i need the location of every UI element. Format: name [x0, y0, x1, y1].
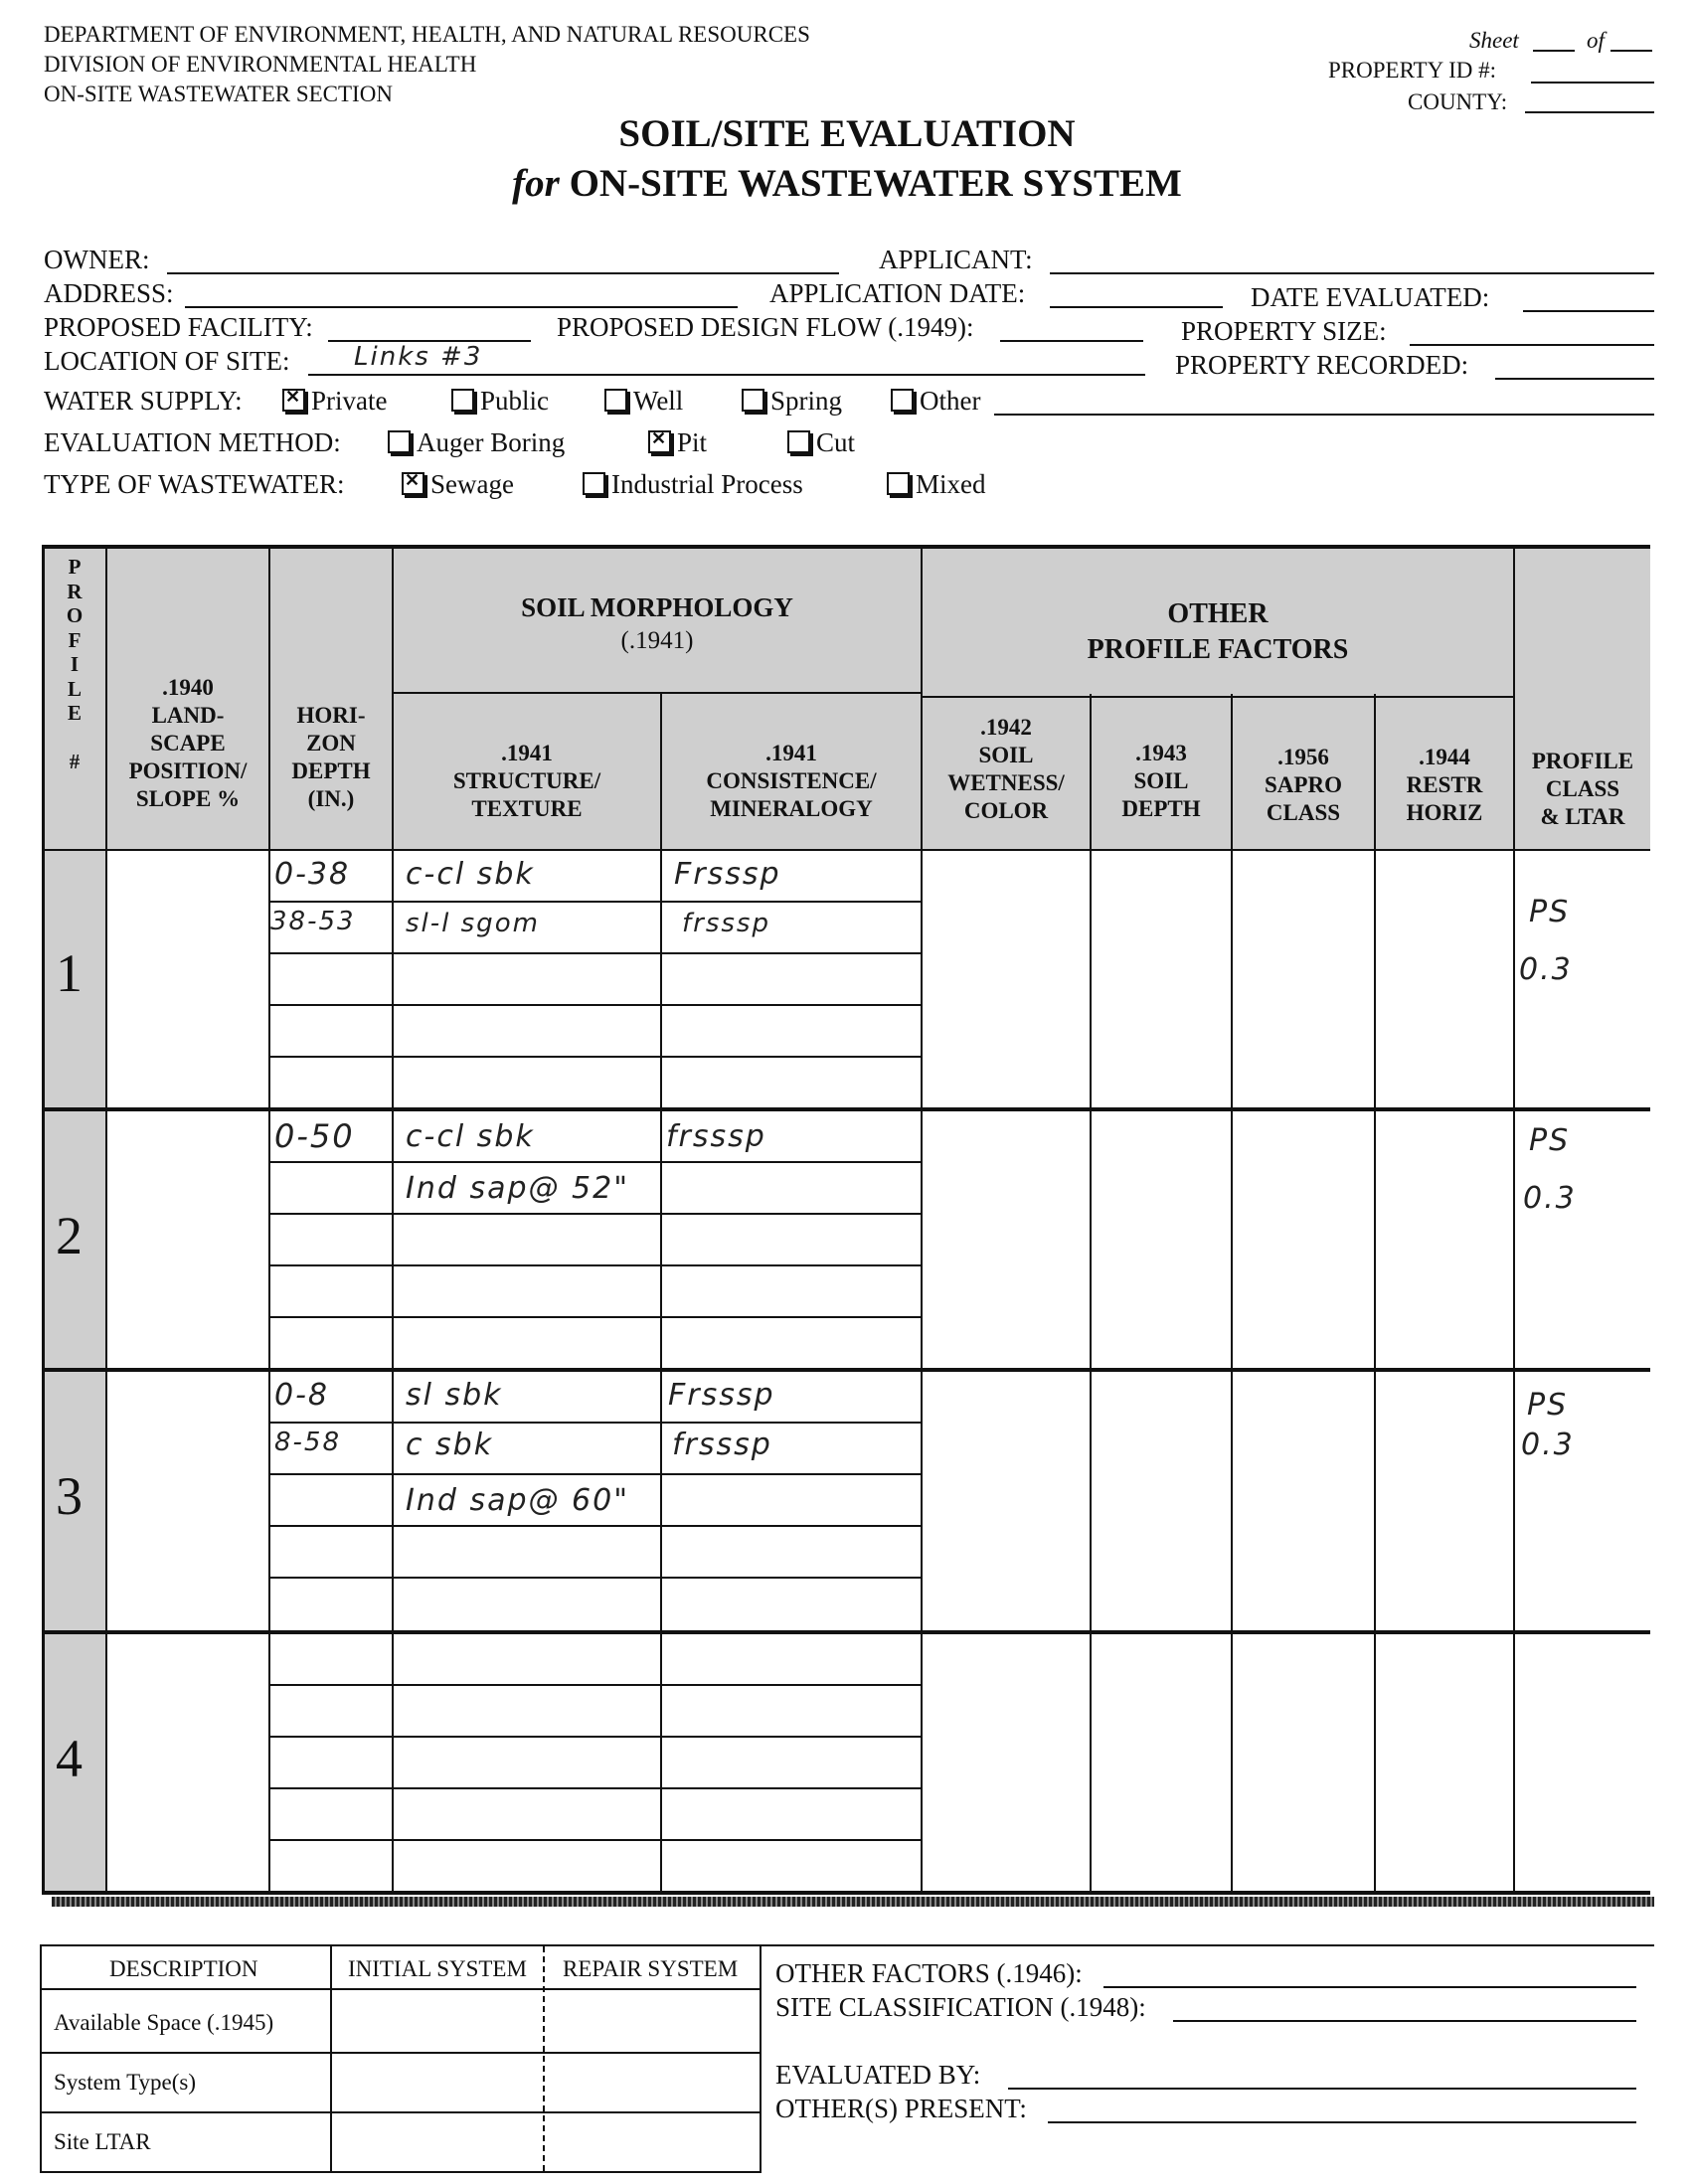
table-left-border	[42, 545, 45, 1895]
department-name: DEPARTMENT OF ENVIRONMENT, HEALTH, AND NATURAL RESOURCES	[44, 22, 810, 47]
date-evaluated-field[interactable]	[1523, 310, 1654, 312]
soil-morphology-header: SOIL MORPHOLOGY (.1941)	[521, 592, 793, 654]
system-types-label: System Type(s)	[54, 2070, 196, 2095]
other-factors-field[interactable]	[1103, 1986, 1636, 1988]
p2-r1-structure: c-cl sbk	[406, 1119, 535, 1154]
evaluated-by-field[interactable]	[1008, 2088, 1636, 2090]
wastewater-sewage-option[interactable]: ✕ Sewage	[402, 469, 514, 500]
p2-r1-depth: 0-50	[274, 1117, 355, 1155]
method-pit-option[interactable]: ✕ Pit	[648, 427, 707, 458]
county-label: COUNTY:	[1408, 89, 1508, 114]
property-id-field[interactable]	[1531, 82, 1654, 84]
form-title-line1: SOIL/SITE EVALUATION	[618, 112, 1076, 155]
initial-system-header: INITIAL SYSTEM	[348, 1956, 527, 1981]
applicant-label: APPLICANT:	[879, 245, 1033, 274]
row-line	[268, 952, 921, 954]
p3-r2-structure: c sbk	[406, 1428, 494, 1462]
bottom-left-border	[40, 1944, 42, 2171]
form-title-line2	[0, 161, 1694, 206]
header-bottom-line	[42, 849, 1650, 851]
checkbox-icon[interactable]	[282, 389, 305, 412]
row-line	[268, 901, 921, 903]
morph-subheader-line	[392, 692, 921, 694]
row-line	[268, 1684, 921, 1686]
available-space-label: Available Space (.1945)	[54, 2010, 274, 2035]
checkbox-icon[interactable]	[887, 472, 910, 495]
repair-system-header: REPAIR SYSTEM	[563, 1956, 739, 1981]
owner-field[interactable]	[167, 272, 839, 274]
row-line	[268, 1056, 921, 1058]
address-field[interactable]	[185, 306, 738, 308]
site-classification-label: SITE CLASSIFICATION (.1948):	[775, 1992, 1146, 2022]
soil-depth-header: .1943 SOIL DEPTH	[1121, 741, 1201, 821]
location-label: LOCATION OF SITE:	[44, 346, 290, 376]
p3-r3-note: Ind sap@ 60"	[406, 1483, 630, 1518]
p3-r1-structure: sl sbk	[406, 1378, 503, 1413]
date-evaluated-label: DATE EVALUATED:	[1251, 282, 1490, 312]
p3-r2-consistence: frsssp	[672, 1428, 772, 1462]
col-line	[1231, 694, 1233, 1895]
profile-separator	[42, 1368, 1650, 1372]
row-line	[268, 1264, 921, 1266]
bottom-col-line	[330, 1946, 332, 2171]
p3-r1-depth: 0-8	[274, 1378, 329, 1413]
location-value: Links #3	[354, 342, 483, 372]
p1-ltar: 0.3	[1519, 952, 1573, 987]
location-field[interactable]	[308, 374, 1145, 376]
profile-separator	[42, 1630, 1650, 1634]
property-id-label: PROPERTY ID #:	[1328, 58, 1497, 83]
owner-label: OWNER:	[44, 245, 150, 274]
table-bottom-border	[42, 1891, 1650, 1895]
profile-separator	[42, 1107, 1650, 1111]
bottom-row-line	[40, 2171, 762, 2173]
table-bottom-rule	[52, 1897, 1654, 1907]
p1-r1-depth: 0-38	[274, 857, 351, 892]
other-subheader-line	[921, 696, 1513, 698]
bottom-row-line	[40, 1988, 762, 1990]
application-date-label: APPLICATION DATE:	[769, 278, 1026, 308]
water-public-option[interactable]: Public	[451, 386, 549, 417]
row-line	[268, 1473, 921, 1475]
sapro-class-header: .1956 SAPRO CLASS	[1265, 745, 1342, 825]
p3-class: PS	[1527, 1388, 1569, 1423]
col-line	[660, 694, 662, 1895]
checkbox-icon[interactable]	[604, 389, 627, 412]
address-label: ADDRESS:	[44, 278, 174, 308]
profile-number-2: 2	[56, 1206, 83, 1265]
water-well-option[interactable]: Well	[604, 386, 683, 417]
design-flow-field[interactable]	[1000, 340, 1143, 342]
checkbox-icon[interactable]	[891, 389, 914, 412]
row-line	[268, 1004, 921, 1006]
title-for: for	[512, 162, 560, 205]
method-cut-option[interactable]: Cut	[787, 427, 855, 458]
checkbox-icon[interactable]	[583, 472, 605, 495]
others-present-label: OTHER(S) PRESENT:	[775, 2094, 1027, 2123]
section-name: ON-SITE WASTEWATER SECTION	[44, 82, 393, 106]
other-factors-label: OTHER FACTORS (.1946):	[775, 1958, 1083, 1988]
of-label: of	[1587, 28, 1605, 53]
water-supply-label: WATER SUPPLY:	[44, 386, 243, 416]
row-line	[268, 1736, 921, 1738]
evaluation-method-label: EVALUATION METHOD:	[44, 427, 341, 457]
row-line	[268, 1422, 921, 1424]
p3-r1-consistence: Frsssp	[668, 1378, 775, 1413]
applicant-field[interactable]	[1050, 272, 1654, 274]
table-top-border	[42, 545, 1650, 549]
p2-class: PS	[1529, 1123, 1571, 1158]
property-size-field[interactable]	[1410, 344, 1654, 346]
application-date-field[interactable]	[1050, 306, 1223, 308]
col-line	[1374, 694, 1376, 1895]
bottom-col-line	[543, 1946, 547, 2171]
site-ltar-label: Site LTAR	[54, 2129, 151, 2154]
site-classification-field[interactable]	[1173, 2020, 1636, 2022]
bottom-row-line	[40, 2111, 762, 2113]
checkbox-icon[interactable]	[388, 430, 411, 453]
p1-r2-structure: sl-l sgom	[406, 909, 540, 938]
col-line	[1090, 694, 1092, 1895]
property-recorded-label: PROPERTY RECORDED:	[1175, 350, 1469, 380]
p3-r2-depth: 8-58	[274, 1428, 342, 1457]
bottom-row-line	[40, 2052, 762, 2054]
water-other-option[interactable]: Other	[891, 386, 980, 417]
water-spring-option[interactable]: Spring	[742, 386, 842, 417]
wastewater-mixed-option[interactable]: Mixed	[887, 469, 986, 500]
bottom-col-line	[760, 1946, 762, 2171]
wastewater-type-label: TYPE OF WASTEWATER:	[44, 469, 345, 499]
checkbox-icon[interactable]	[402, 472, 424, 495]
sheet-label: Sheet	[1469, 28, 1519, 53]
sheet-total-field[interactable]	[1610, 50, 1652, 52]
p2-ltar: 0.3	[1523, 1181, 1577, 1216]
evaluated-by-label: EVALUATED BY:	[775, 2060, 981, 2090]
p3-ltar: 0.3	[1521, 1428, 1575, 1462]
p1-r1-consistence: Frsssp	[674, 857, 781, 892]
p1-r1-structure: c-cl sbk	[406, 857, 535, 892]
structure-header: .1941 STRUCTURE/ TEXTURE	[452, 741, 601, 821]
method-auger-option[interactable]: Auger Boring	[388, 427, 565, 458]
design-flow-label: PROPOSED DESIGN FLOW (.1949):	[557, 312, 974, 342]
title-system: ON-SITE WASTEWATER SYSTEM	[569, 162, 1182, 205]
p1-r2-depth: 38-53	[270, 907, 356, 936]
p2-r2-note: Ind sap@ 52"	[406, 1171, 630, 1206]
division-name: DIVISION OF ENVIRONMENTAL HEALTH	[44, 52, 477, 77]
row-line	[268, 1316, 921, 1318]
consistence-header: .1941 CONSISTENCE/ MINERALOGY	[706, 741, 877, 821]
row-line	[268, 1839, 921, 1841]
row-line	[268, 1213, 921, 1215]
profile-class-header: PROFILE CLASS & LTAR	[1531, 749, 1634, 829]
wetness-header: .1942 SOIL WETNESS/ COLOR	[947, 715, 1065, 823]
property-recorded-field[interactable]	[1495, 378, 1654, 380]
checkbox-icon[interactable]	[787, 430, 810, 453]
profile-number-3: 3	[56, 1466, 83, 1526]
profile-header: P R O F I L E #	[66, 555, 84, 773]
profile-number-4: 4	[56, 1729, 83, 1788]
row-line	[268, 1161, 921, 1163]
description-header: DESCRIPTION	[109, 1956, 258, 1981]
row-line	[268, 1787, 921, 1789]
water-private-option[interactable]: ✕ Private	[282, 386, 387, 417]
profile-number-1: 1	[56, 943, 83, 1003]
others-present-field[interactable]	[1048, 2121, 1636, 2123]
checkbox-icon[interactable]	[742, 389, 764, 412]
water-other-field[interactable]	[994, 414, 1654, 416]
bottom-top-line	[40, 1944, 1654, 1946]
row-line	[268, 1577, 921, 1579]
p2-r1-consistence: frsssp	[666, 1119, 766, 1154]
soil-profile-table	[42, 545, 1650, 1895]
sheet-field[interactable]	[1533, 50, 1575, 52]
wastewater-industrial-option[interactable]: Industrial Process	[583, 469, 803, 500]
p1-r2-consistence: frsssp	[682, 909, 770, 938]
checkbox-icon[interactable]	[648, 430, 671, 453]
row-line	[268, 1525, 921, 1527]
p1-class: PS	[1529, 895, 1571, 929]
other-factors-header: OTHER PROFILE FACTORS	[1087, 598, 1349, 665]
property-size-label: PROPERTY SIZE:	[1181, 316, 1387, 346]
horizon-depth-header: HORI- ZON DEPTH (IN.)	[291, 703, 371, 811]
checkbox-icon[interactable]	[451, 389, 474, 412]
restr-horiz-header: .1944 RESTR HORIZ	[1406, 745, 1483, 825]
proposed-facility-label: PROPOSED FACILITY:	[44, 312, 313, 342]
landscape-header: .1940 LAND- SCAPE POSITION/ SLOPE %	[128, 675, 248, 811]
